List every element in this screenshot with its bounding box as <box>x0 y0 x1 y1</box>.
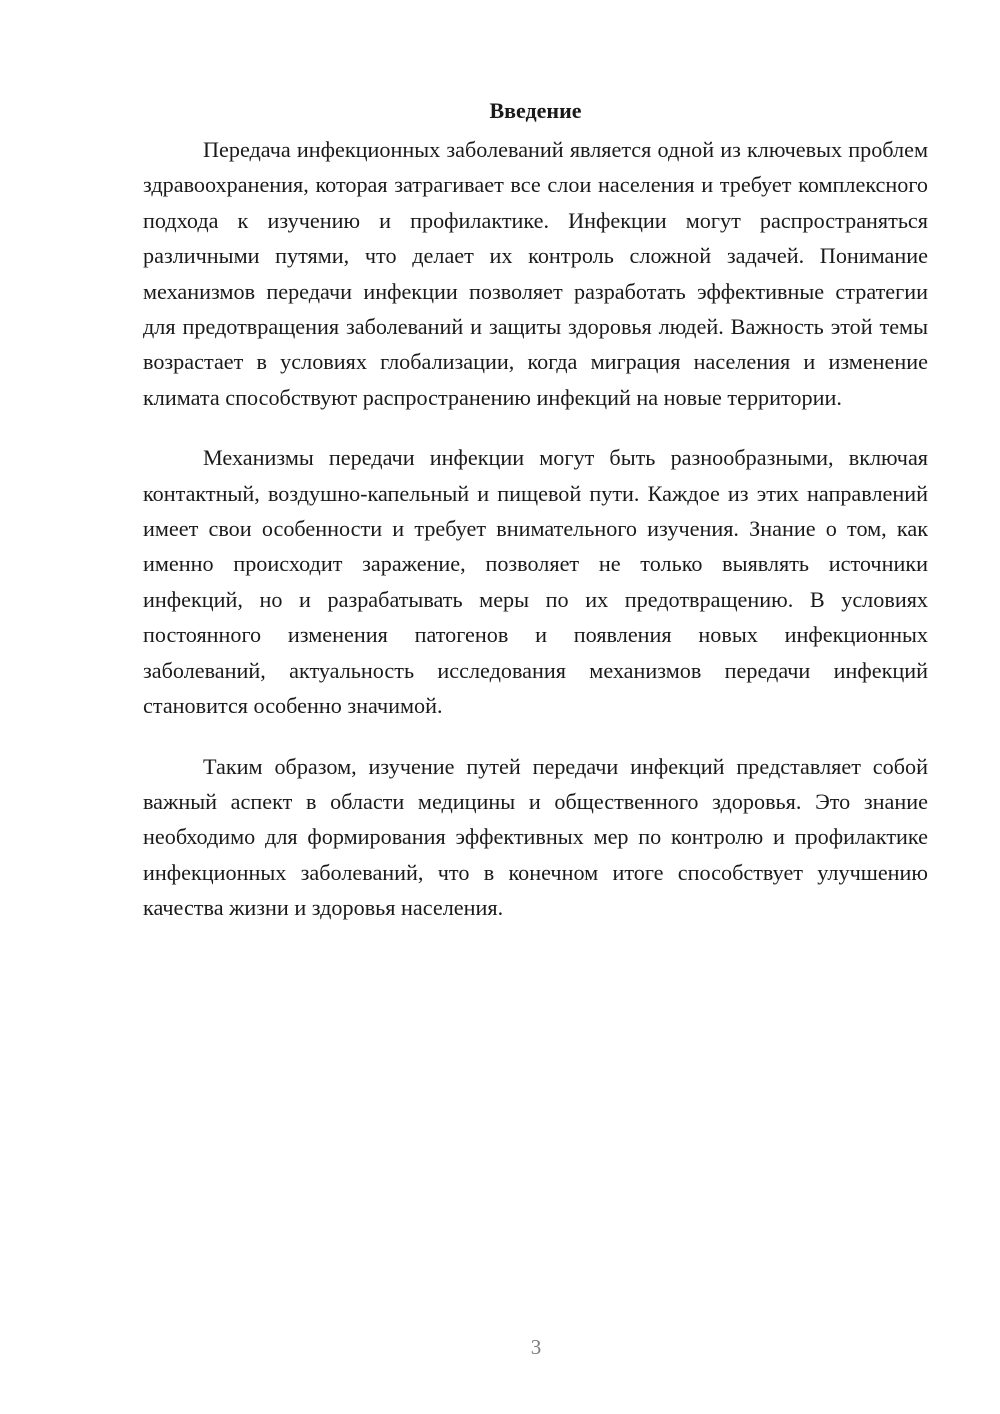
page-content <box>143 96 928 951</box>
paragraph-3: Таким образом, изучение путей передачи инфекций представляет собой важный аспект в области медицины и общественного здоровья. Это знание необходимо для формирования эффективных мер по контролю и профилактике инфекционных заболеваний, что в конечном итоге способствует улучшению качества жизни и здоровья населения. <box>143 753 928 921</box>
page-number: 3 <box>530 1335 542 1359</box>
paragraph-2: Механизмы передачи инфекции могут быть разнообразными, включая контактный, воздушно-капельный и пищевой пути. Каждое из этих направлений имеет свои особенности и требует внимательного изучения. Знание о том, как именно происходит заражение, позволяет не только выявлять источники инфекций, но и разрабатывать меры по их предотвращению. В условиях постоянного изменения патогенов и появления новых инфекционных заболеваний, актуальность исследования механизмов передачи инфекций становится особенно значимой. <box>143 445 928 719</box>
paragraph-1: Передача инфекционных заболеваний является одной из ключевых проблем здравоохранения, которая затрагивает все слои населения и требует комплексного подхода к изучению и профилактике. Инфекции могут распространяться различными путями, что делает их контроль сложной задачей. Понимание механизмов передачи инфекции позволяет разработать эффективные стратегии для предотвращения заболеваний и защиты здоровья людей. Важность этой темы возрастает в условиях глобализации, когда миграция населения и изменение климата способствуют распространению инфекций на новые территории. <box>143 137 928 410</box>
section-heading: Введение <box>489 98 582 123</box>
